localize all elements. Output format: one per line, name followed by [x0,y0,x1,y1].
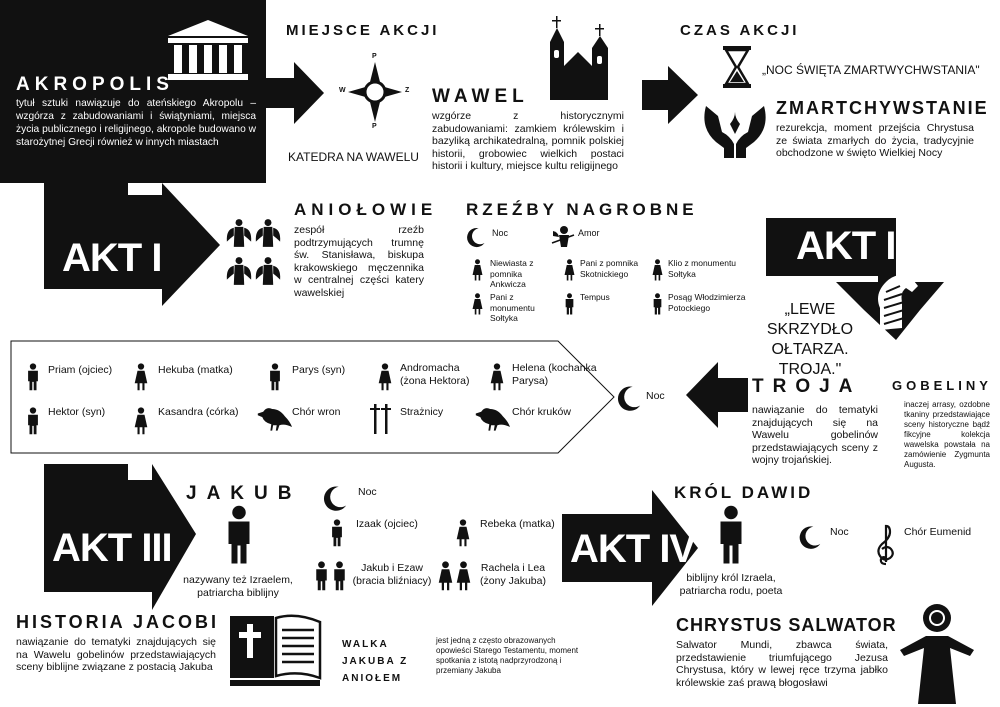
praying-hands-icon [700,104,770,160]
bible-icon [228,614,324,688]
arrow-to-troja [686,362,748,428]
akt4-label: AKT IV [570,527,696,571]
historia-title: HISTORIA JACOBI [16,612,220,632]
aniolowie-text: zespół rzeźb podtrzymujących trumnę św. Stanisława, biskupa krakowskiego męczennika w centralnej części katery wawelskiej [294,224,424,299]
rzezba-pani-soltyka: Pani z monumentu Sołtyka [490,292,535,323]
moon-icon [796,524,822,550]
woman-icon [564,258,575,282]
akt2-label: AKT II [796,224,906,268]
man-icon [564,292,575,316]
rzezby-title: RZEŹBY NAGROBNE [466,200,698,219]
troja-text: nawiązanie do tematyki znajdujących się na Wawelu gobelinów przedstawiających sceny z wojny trojańskiej. [752,404,878,466]
temple-icon [164,18,252,82]
chor-eumenid-label: Chór Eumenid [904,526,972,538]
troja-noc: Noc [646,390,665,402]
akropolis-title: AKROPOLIS [16,74,174,95]
crow-icon [256,404,292,432]
rachela-lea-label: Rachela i Lea (żony Jakuba) [480,562,546,587]
zmartwychwstanie-title: ZMARTCHYWSTANIE [776,98,989,118]
man-icon [716,504,746,566]
cupid-icon [550,225,576,249]
straznicy-label: Strażnicy [400,406,444,418]
christ-icon [896,602,978,706]
akt3-label: AKT III [52,526,172,570]
rzezby-amor: Amor [578,228,600,238]
man-icon [652,292,663,316]
chrystus-text: Salwator Mundi, zbawca świata, przedstawienie triumfującego Jezusa Chrystusa, który w lewej ręce trzyma jabłko królewskie zaś prawą błogosławi [676,639,888,689]
man-icon [224,504,254,566]
helena-label: Helena (kochanka Parysa) [512,362,597,387]
parys-label: Parys (syn) [292,364,346,376]
izaak-label: Izaak (ojciec) [356,518,418,530]
aniolowie-title: ANIOŁOWIE [294,200,438,219]
hourglass-icon [722,46,752,88]
dawid-text: biblijny król Izraela, patriarcha rodu, poeta [679,572,783,597]
woman-icon [472,258,483,282]
walka-title: WALKA JAKUBA Z ANIOŁEM [342,639,409,684]
moon-icon [614,384,642,412]
woman-icon [456,518,470,548]
walka-text: jest jedną z często obrazowanych opowieści Starego Testamentu, moment spotkania z istotą nadprzyrodzoną i przemiany Jakuba [436,636,579,675]
akt3-noc: Noc [358,486,377,498]
rzezba-niewiasta: Niewiasta z pomnika Ankwicza [490,258,534,289]
akt1-label: AKT I [62,236,162,280]
women-pair-icon [438,560,472,592]
woman-icon [472,292,483,316]
priam-label: Priam (ojciec) [48,364,113,376]
akropolis-text: tytuł sztuki nawiązuje do ateńskiego Akropolu – wzgórza z zabudowaniami i świątyniami, miejsca życia publicznego i religijnego, akropole budowano w starożytnej Grecji również w innych miastach [16,98,256,148]
woman-icon [134,362,148,392]
moon-icon [320,484,348,512]
arrow-to-czas [642,66,698,124]
sword-icon [370,402,392,438]
compass-e: Z [405,87,410,94]
chor-wron-label: Chór wron [292,406,341,418]
czas-quote: „NOC ŚWIĘTA ZMARTWYCHWSTANIA" [762,63,980,77]
akt2-quote: „LEWE SKRZYDŁO OŁTARZA. TROJA." [766,301,854,378]
crow-icon [474,404,510,432]
church-icon [548,16,612,100]
czas-heading: CZAS AKCJI [680,22,800,39]
dawid-title: KRÓL DAWID [674,483,814,502]
jakub-text: nazywany też Izraelem, patriarcha biblijny [183,574,293,599]
miejsce-heading: MIEJSCE AKCJI [286,22,440,39]
rzezba-pani-skotnickiego: Pani z pomnika Skotnickiego [580,258,639,279]
chrystus-title: CHRYSTUS SALWATOR [676,615,897,635]
chor-krukow-label: Chór kruków [512,406,571,418]
compass-icon [338,52,412,132]
gobeliny-title: GOBELINY [892,378,992,393]
woman-icon [490,362,504,392]
wawel-text: wzgórze z historycznymi zabudowaniami: zamkiem królewskim i bazyliką archikatedralną, pomnik polskiej historii, grobowiec wielkich postaci historii i kultury, miejsce kultu religijnego [432,110,624,172]
hektor-label: Hektor (syn) [48,406,106,418]
troja-cast-frame [10,340,616,454]
rzezba-potockiego: Posąg Włodzimierza Potockiego [668,292,746,313]
rzezba-tempus: Tempus [580,292,610,302]
men-pair-icon [314,560,348,592]
compass-s: P [372,123,377,130]
troja-title: TROJA [752,376,862,397]
historia-text: nawiązanie do tematyki znajdujących się na Wawelu gobelinów przedstawiających sceny biblijne związane z postacią Jakuba [16,636,216,673]
akt4-noc: Noc [830,526,849,538]
wawel-title: WAWEL [432,86,529,107]
jakub-title: JAKUB [186,483,302,504]
rzezby-noc: Noc [492,228,509,238]
arrow-to-miejsce [266,62,324,124]
zmartwychwstanie-text: rezurekcja, moment przejścia Chrystusa ze świata zmarłych do życia, tradycyjnie obchodzone w święto Wielkiej Nocy [776,122,974,159]
moon-icon [464,226,486,248]
rzezba-klio: Klio z monumentu Sołtyka [668,258,737,279]
gobeliny-text: inaczej arrasy, ozdobne tkaniny przedstawiające sceny historyczne bądź fikcyjne kolekcja wawelska powstała na zamówienie Zygmunta Augusta. [904,400,990,469]
woman-icon [378,362,392,392]
hekuba-label: Hekuba (matka) [158,364,233,376]
man-icon [330,518,344,548]
kasandra-label: Kasandra (córka) [158,406,239,418]
woman-icon [652,258,663,282]
rebeka-label: Rebeka (matka) [480,518,555,530]
angels-group [226,216,282,290]
katedra-label: KATEDRA NA WAWELU [288,150,419,164]
jakub-ezaw-label: Jakub i Ezaw (bracia bliźniacy) [352,562,432,587]
woman-icon [134,406,148,436]
man-icon [26,362,40,392]
andromacha-label: Andromacha (żona Hektora) [400,362,470,387]
treble-clef-icon [876,522,896,566]
compass-w: W [339,87,346,94]
man-icon [268,362,282,392]
compass-n: P [372,53,377,60]
man-icon [26,406,40,436]
